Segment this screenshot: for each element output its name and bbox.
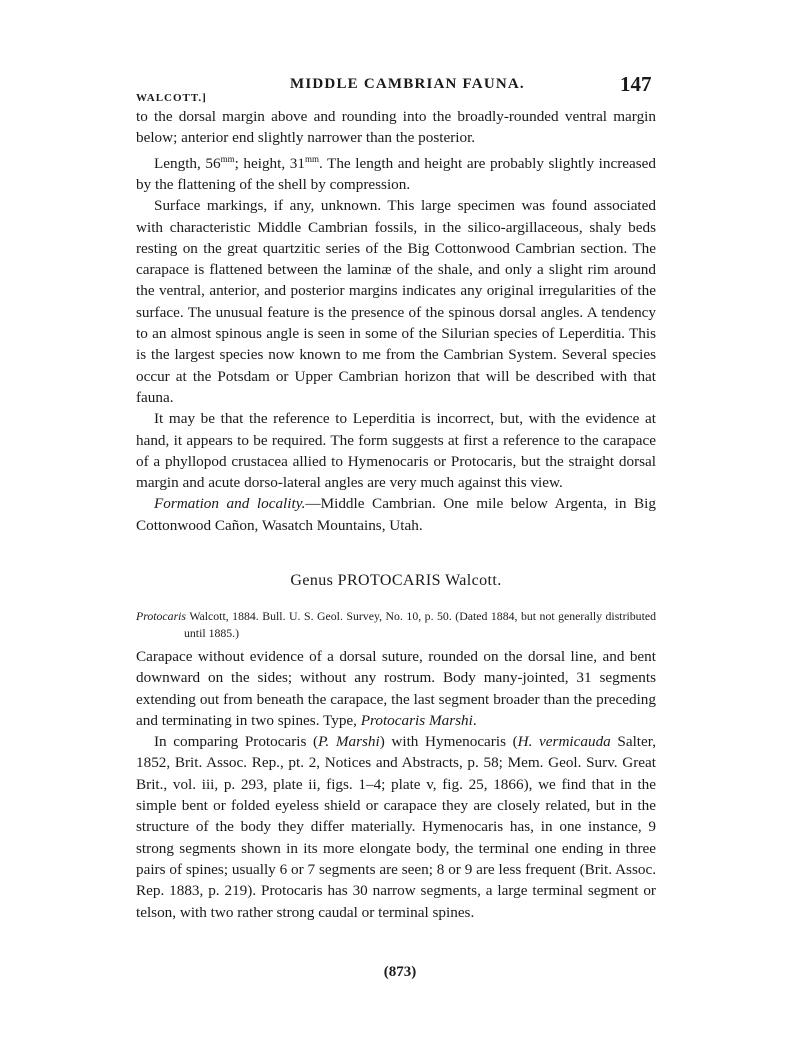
text-fragment: . xyxy=(472,711,477,729)
paragraph-reference: It may be that the reference to Leperditia is incorrect, but, with the evidence at hand, it appears to be required. The form suggests at first a reference to the carapace of a phyllopod crustacea allied to Hymenocaris or Protocaris, but the straight dorsal margin and acute dorso-lateral angles are very much against this view. xyxy=(136,410,656,492)
running-head-title: MIDDLE CAMBRIAN FAUNA. xyxy=(290,76,525,92)
leperditia-description xyxy=(136,106,656,536)
page-number: 147 xyxy=(620,72,652,96)
formation-label: Formation and locality. xyxy=(154,495,306,513)
synonymy-name: Protocaris xyxy=(136,609,187,623)
unit-superscript: mm xyxy=(304,153,319,164)
species-name: P. Marshi xyxy=(318,733,380,751)
genus-author: Walcott. xyxy=(440,572,502,589)
synonymy-text: Walcott, 1884. Bull. U. S. Geol. Survey, No. 10, p. 50. (Dated 1884, but not generally distributed until 1885.) xyxy=(184,609,656,640)
genus-prefix: Genus xyxy=(290,572,338,589)
text-fragment: Salter, 1852, Brit. Assoc. Rep., pt. 2, Notices and Abstracts, p. 58; Mem. Geol. Surv. Great Brit., vol. iii, p. 293, plate ii, figs. 1–4; plate v, fig. 25, 1866), we find that in the simple bent or folded eyeless shield or carapace they are closely related, but in the structure of the body they differ materially. Hymenocaris has, in one instance, 9 strong segments shown in its more elongate body, the terminal one ending in three pairs of spines; usually 6 or 7 segments are seen; 8 or 9 are less frequent (Brit. Assoc. Rep. 1883, p. 219). Protocaris has 30 narrow segments, a large terminal segment or telson, with two rather strong caudal or terminal spines. xyxy=(136,733,656,921)
text-fragment: ) with Hymenocaris ( xyxy=(379,733,518,751)
species-name: H. vermicauda xyxy=(517,733,611,751)
text-fragment: . The length and height are probably slightly increased by the flattening of the shell by compression. xyxy=(136,154,656,193)
type-species: Protocaris Marshi xyxy=(360,711,473,729)
text-fragment: ; height, 31 xyxy=(234,154,305,172)
paragraph-formation-locality xyxy=(136,493,656,536)
text-fragment: In comparing Protocaris ( xyxy=(154,733,319,751)
text-fragment: Length, 56 xyxy=(154,154,221,172)
synonymy-line xyxy=(136,608,656,642)
paragraph-outline: to the dorsal margin above and rounding into the broadly-rounded ventral margin below; anterior end slightly narrower than the posterior. xyxy=(136,108,656,147)
protocaris-description xyxy=(136,646,656,923)
text-fragment: Carapace without evidence of a dorsal suture, rounded on the dorsal line, and bent downward on the sides; without any rostrum. Body many-jointed, 31 segments extending out from beneath the carapace, the last segment broader than the preceding and terminating in two spines. Type, xyxy=(136,648,656,729)
formation-text: —Middle Cambrian. One mile below Argenta, in Big Cottonwood Cañon, Wasatch Mountains, Utah. xyxy=(136,495,656,534)
paragraph-carapace xyxy=(136,646,656,731)
unit-superscript: mm xyxy=(220,153,235,164)
paragraph-surface-markings: Surface markings, if any, unknown. This large specimen was found associated with characteristic Middle Cambrian fossils, in the silico-argillaceous, shaly beds resting on the great quartzitic series of the Big Cottonwood Cambrian section. The carapace is flattened between the laminæ of the shale, and only a slight rim around the ventral, anterior, and posterior margins indicates any original irregularities of the surface. The unusual feature is the presence of the spinous dorsal angles. A tendency to an almost spinous angle is seen in some of the Silurian species of Leperditia. This is the largest species now known to me from the Cambrian System. Several species occur at the Potsdam or Upper Cambrian horizon that will be described with that fauna. xyxy=(136,197,656,406)
running-head-author: WALCOTT.] xyxy=(136,92,207,104)
paragraph-comparison xyxy=(136,731,656,923)
genus-name: PROTOCARIS xyxy=(337,572,441,589)
folio-number: (873) xyxy=(383,964,417,980)
genus-heading xyxy=(136,572,656,590)
synonymy-entry xyxy=(136,608,656,642)
paragraph-dimensions xyxy=(136,149,656,196)
